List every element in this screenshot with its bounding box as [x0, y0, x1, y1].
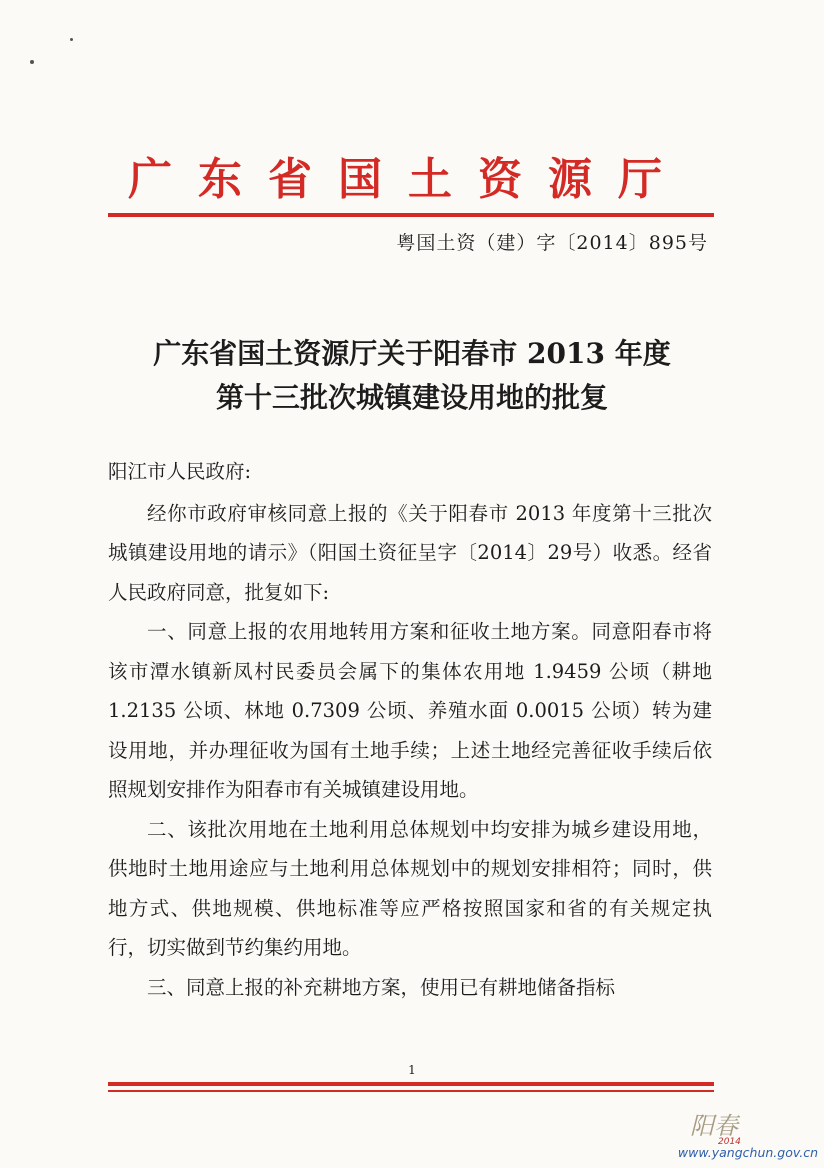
- issuing-organization: 广东省国土资源厅: [128, 154, 688, 205]
- header-red-rule: [108, 213, 714, 217]
- title-line-1: 广东省国土资源厅关于阳春市 2013 年度: [153, 337, 671, 370]
- body-paragraph: 三、同意上报的补充耕地方案，使用已有耕地储备指标: [147, 975, 616, 999]
- footer-red-rule-thin: [108, 1090, 714, 1092]
- scan-speck: [70, 38, 73, 41]
- svg-text:2014: 2014: [718, 1137, 741, 1147]
- scan-speck: [30, 60, 34, 64]
- svg-text:阳春: 阳春: [690, 1112, 738, 1140]
- page-number: 1: [408, 1063, 416, 1077]
- footer-red-rule-thick: [108, 1082, 714, 1086]
- watermark-url: www.yangchun.gov.cn: [677, 1145, 818, 1160]
- document-title: [60, 332, 764, 420]
- document-number: 粤国土资（建）字〔2014〕895号: [396, 232, 708, 254]
- body-paragraph: 经你市政府审核同意上报的《关于阳春市 2013 年度第十三批次城镇建设用地的请示》（阳国土资征呈字〔2014〕29号）收悉。经省人民政府同意，批复如下:: [108, 501, 712, 604]
- title-line-2: 第十三批次城镇建设用地的批复: [215, 381, 608, 414]
- body-paragraph: 二、该批次用地在土地利用总体规划中均安排为城乡建设用地，供地时土地用途应与土地利用总体规划中的规划安排相符；同时，供地方式、供地规模、供地标准等应严格按照国家和省的有关规定执行，切实做到节约集约用地。: [108, 817, 712, 959]
- document-body: [108, 452, 712, 1007]
- salutation: 阳江市人民政府:: [108, 460, 252, 483]
- body-paragraph: 一、同意上报的农用地转用方案和征收土地方案。同意阳春市将该市潭水镇新凤村民委员会属下的集体农用地 1.9459 公顷（耕地 1.2135 公顷、林地 0.7309 公顷、养殖水面 0.0015 公顷）转为建设用地，并办理征收为国有土地手续；上述土地经完善征收手续后依照规划安排作为阳春市有关城镇建设用地。: [108, 620, 712, 801]
